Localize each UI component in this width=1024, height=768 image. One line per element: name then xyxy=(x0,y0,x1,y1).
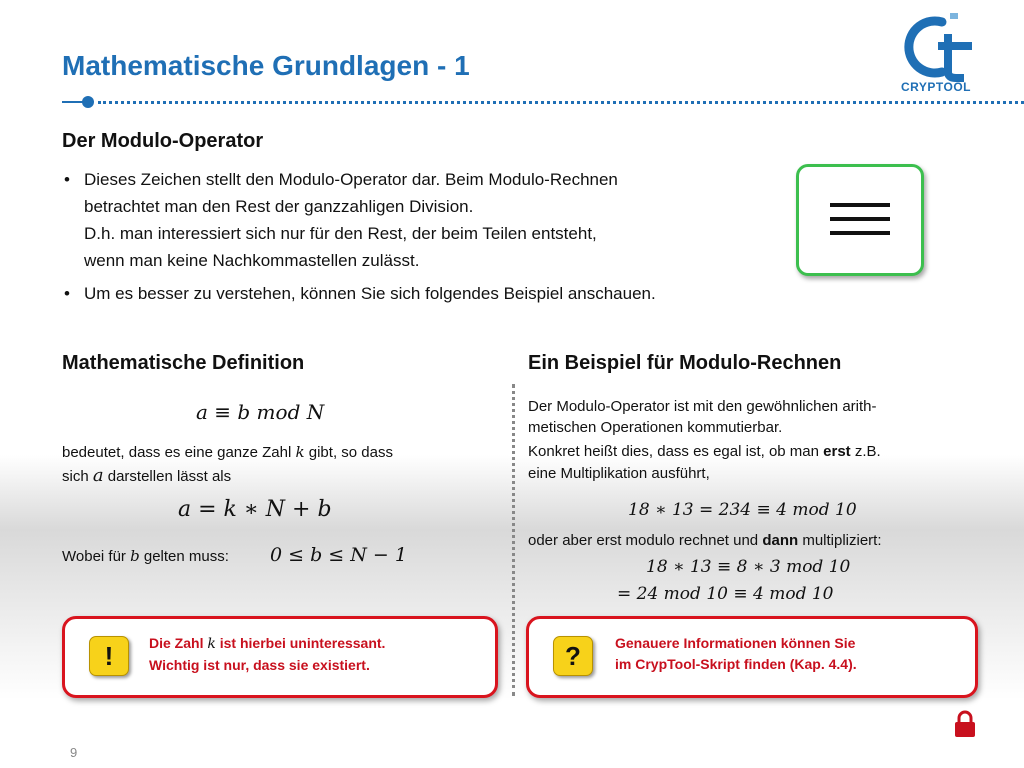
slide-title: Mathematische Grundlagen - 1 xyxy=(62,50,470,81)
condition-text: Wobei für b gelten muss: xyxy=(62,547,229,565)
definition-text-line1: bedeutet, dass es eine ganze Zahl k gibt, so dass xyxy=(62,443,393,461)
section-heading-definition: Mathematische Definition xyxy=(62,352,305,374)
formula-condition: 0 ≤ b ≤ N − 1 xyxy=(270,544,407,566)
example-text-line3: Konkret heißt dies, dass es egal ist, ob man erst z.B. xyxy=(528,443,881,460)
example-text-line1: Der Modulo-Operator ist mit den gewöhnlichen arith- xyxy=(528,398,877,415)
note-text-right: Genauere Informationen können Sie im CrypTool-Skript finden (Kap. 4.4). xyxy=(615,635,857,672)
example-text-line4: eine Multiplikation ausführt, xyxy=(528,465,710,482)
example-text-line5: oder aber erst modulo rechnet und dann multipliziert: xyxy=(528,532,882,549)
lock-icon[interactable] xyxy=(954,710,976,738)
column-divider xyxy=(512,384,515,696)
section-heading-modulo: Der Modulo-Operator xyxy=(62,130,264,152)
formula-example-2: 18 ∗ 13 ≡ 8 ∗ 3 mod 10 xyxy=(646,557,851,577)
logo-wordmark: CRYPTOOL xyxy=(900,80,971,94)
definition-text-line2: sich a darstellen lässt als xyxy=(62,465,232,486)
page-number: 9 xyxy=(70,745,78,760)
note-box-right xyxy=(526,616,978,698)
bullet-item: • Dieses Zeichen stellt den Modulo-Operator dar. Beim Modulo-Rechnen betrachtet man den Rest der ganzzahligen Division. D.h. man interessiert sich nur für den Rest, der beim Teilen entsteht, wenn man keine Nachkommastellen zulässt. xyxy=(62,166,782,274)
formula-example-1: 18 ∗ 13 = 234 ≡ 4 mod 10 xyxy=(628,500,857,520)
question-icon: ? xyxy=(553,636,593,676)
section-heading-example: Ein Beispiel für Modulo-Rechnen xyxy=(528,352,842,374)
formula-example-3: = 24 mod 10 ≡ 4 mod 10 xyxy=(617,584,834,604)
congruence-symbol-icon xyxy=(796,164,924,276)
title-underline xyxy=(62,96,1024,108)
exclamation-icon: ! xyxy=(89,636,129,676)
example-text-line2: metischen Operationen kommutierbar. xyxy=(528,419,783,436)
bullet-item: • Um es besser zu verstehen, können Sie sich folgendes Beispiel anschauen. xyxy=(62,280,782,307)
note-text-left: Die Zahl k ist hierbei uninteressant. Wichtig ist nur, dass sie existiert. xyxy=(149,635,386,673)
note-box-left xyxy=(62,616,498,698)
formula-representation: a = k ∗ N + b xyxy=(178,497,332,522)
intro-bullet-list xyxy=(62,166,782,313)
formula-congruence: a ≡ b mod N xyxy=(196,400,325,424)
